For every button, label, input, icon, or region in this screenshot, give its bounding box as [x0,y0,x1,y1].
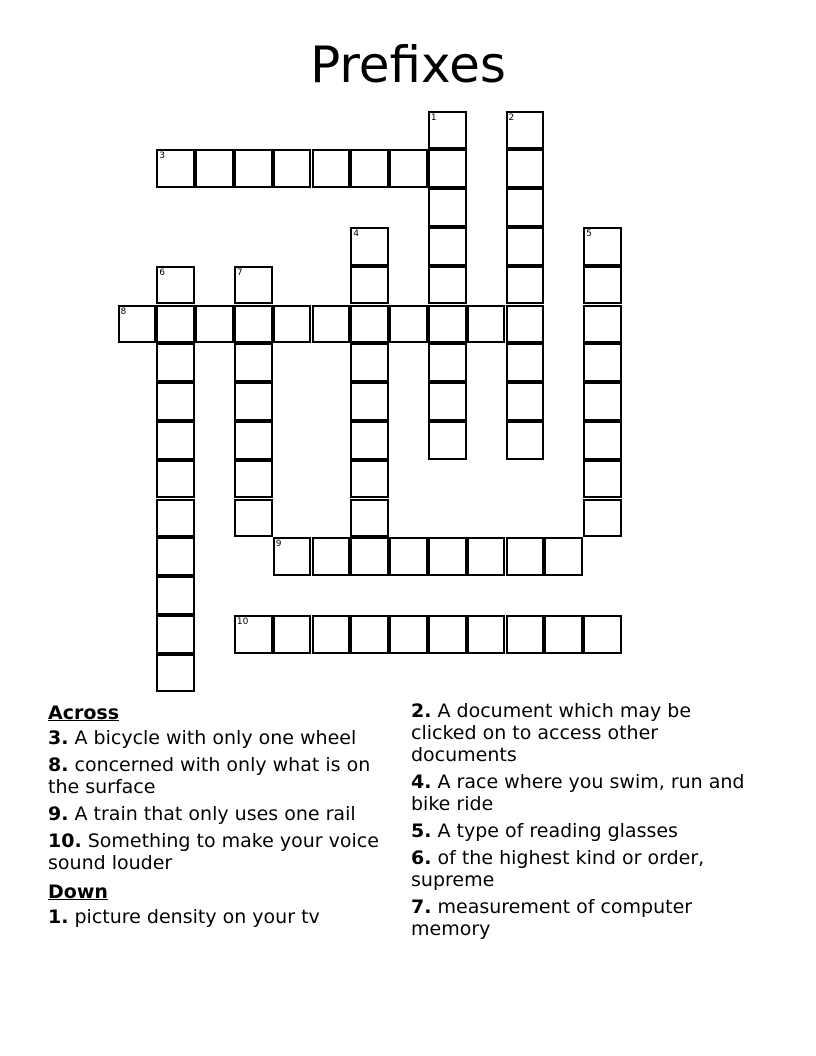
grid-cell[interactable] [156,615,195,654]
grid-cell[interactable] [506,149,545,188]
clue-text: of the highest kind or order, supreme [411,847,705,891]
grid-cell[interactable] [506,188,545,227]
grid-cell[interactable] [234,149,273,188]
grid-cell[interactable] [312,305,351,344]
clue-number: 8 [120,306,127,317]
grid-cell[interactable] [312,149,351,188]
grid-cell[interactable] [506,227,545,266]
clue [411,700,751,766]
grid-cell[interactable] [428,305,467,344]
grid-cell[interactable] [273,305,312,344]
clue [48,727,388,749]
grid-cell[interactable] [234,615,273,654]
grid-cell[interactable] [428,188,467,227]
grid-cell[interactable] [506,343,545,382]
grid-cell[interactable] [350,343,389,382]
clue-number: 9 [275,539,282,550]
clue-number: 4. [411,771,432,793]
grid-cell[interactable] [389,305,428,344]
grid-cell[interactable] [428,537,467,576]
clues-right-column [411,700,751,945]
clue-text: A bicycle with only one wheel [74,727,357,749]
clue-text: A document which may be clicked on to access other documents [411,700,692,766]
grid-cell[interactable] [428,382,467,421]
grid-cell[interactable] [156,266,195,305]
grid-cell[interactable] [350,266,389,305]
clue [411,847,751,891]
grid-cell[interactable] [467,305,506,344]
grid-cell[interactable] [428,111,467,150]
grid-cell[interactable] [389,615,428,654]
grid-cell[interactable] [350,499,389,538]
clue-number: 10 [236,616,249,627]
clue-number: 9. [48,803,69,825]
clue-text: Something to make your voice sound louder [48,830,379,874]
grid-cell[interactable] [506,615,545,654]
grid-cell[interactable] [156,654,195,693]
grid-cell[interactable] [583,615,622,654]
clue [411,771,751,815]
grid-cell[interactable] [156,576,195,615]
clues-left-column [48,700,388,933]
grid-cell[interactable] [273,537,312,576]
grid-cell[interactable] [389,537,428,576]
grid-cell[interactable] [506,382,545,421]
grid-cell[interactable] [118,305,157,344]
grid-cell[interactable] [234,499,273,538]
clue [411,896,751,940]
across-clue-list [48,727,388,874]
clue-number: 5. [411,820,432,842]
across-heading: Across [48,702,120,724]
grid-cell[interactable] [428,421,467,460]
clue-text: A train that only uses one rail [74,803,356,825]
clue-number: 2 [508,112,515,123]
grid-cell[interactable] [234,305,273,344]
grid-cell[interactable] [467,537,506,576]
clue-text: A type of reading glasses [437,820,678,842]
grid-cell[interactable] [544,537,583,576]
clue-number: 4 [353,228,360,239]
grid-cell[interactable] [428,615,467,654]
grid-cell[interactable] [195,305,234,344]
grid-cell[interactable] [583,460,622,499]
grid-cell[interactable] [234,421,273,460]
grid-cell[interactable] [156,343,195,382]
grid-cell[interactable] [506,111,545,150]
grid-cell[interactable] [156,149,195,188]
grid-cell[interactable] [428,227,467,266]
grid-cell[interactable] [312,615,351,654]
grid-cell[interactable] [583,421,622,460]
grid-cell[interactable] [428,149,467,188]
clue-number: 1 [430,112,437,123]
clue-number: 7. [411,896,432,918]
grid-cell[interactable] [156,421,195,460]
grid-cell[interactable] [544,615,583,654]
clue-number: 2. [411,700,432,722]
down-heading: Down [48,881,108,903]
clue [411,820,751,842]
grid-cell[interactable] [156,305,195,344]
clue-number: 7 [236,267,243,278]
grid-cell[interactable] [350,149,389,188]
grid-cell[interactable] [350,537,389,576]
clue-number: 6 [159,267,166,278]
clue-text: A race where you swim, run and bike ride [411,771,745,815]
down-clue-list [48,906,388,928]
grid-cell[interactable] [156,382,195,421]
grid-cell[interactable] [350,382,389,421]
grid-cell[interactable] [350,615,389,654]
grid-cell[interactable] [583,343,622,382]
clue-number: 1. [48,906,69,928]
grid-cell[interactable] [350,460,389,499]
grid-cell[interactable] [234,343,273,382]
grid-cell[interactable] [156,499,195,538]
grid-cell[interactable] [312,537,351,576]
grid-cell[interactable] [234,382,273,421]
clue-number: 10. [48,830,82,852]
grid-cell[interactable] [583,266,622,305]
grid-cell[interactable] [467,615,506,654]
grid-cell[interactable] [273,615,312,654]
clue-number: 5 [586,228,592,239]
grid-cell[interactable] [350,421,389,460]
grid-cell[interactable] [156,460,195,499]
clue-text: concerned with only what is on the surface [48,754,371,798]
clue-text: picture density on your tv [74,906,320,928]
clue-number: 3 [159,151,166,162]
grid-cell[interactable] [506,421,545,460]
grid-cell[interactable] [506,305,545,344]
grid-cell[interactable] [350,305,389,344]
grid-cell[interactable] [506,537,545,576]
clue [48,803,388,825]
clue [48,754,388,798]
puzzle-title: Prefixes [310,36,506,94]
grid-cell[interactable] [234,460,273,499]
grid-cell[interactable] [583,305,622,344]
clue-number: 6. [411,847,432,869]
grid-cell[interactable] [583,499,622,538]
grid-cell[interactable] [583,382,622,421]
grid-cell[interactable] [389,149,428,188]
grid-cell[interactable] [234,266,273,305]
clue-number: 3. [48,727,69,749]
grid-cell[interactable] [583,227,622,266]
clue-text: measurement of computer memory [411,896,693,940]
grid-cell[interactable] [195,149,234,188]
grid-cell[interactable] [428,266,467,305]
down-clue-list-continued [411,700,751,940]
clue [48,830,388,874]
grid-cell[interactable] [350,227,389,266]
grid-cell[interactable] [428,343,467,382]
grid-cell[interactable] [156,537,195,576]
grid-cell[interactable] [273,149,312,188]
grid-cell[interactable] [506,266,545,305]
clue [48,906,388,928]
clue-number: 8. [48,754,69,776]
